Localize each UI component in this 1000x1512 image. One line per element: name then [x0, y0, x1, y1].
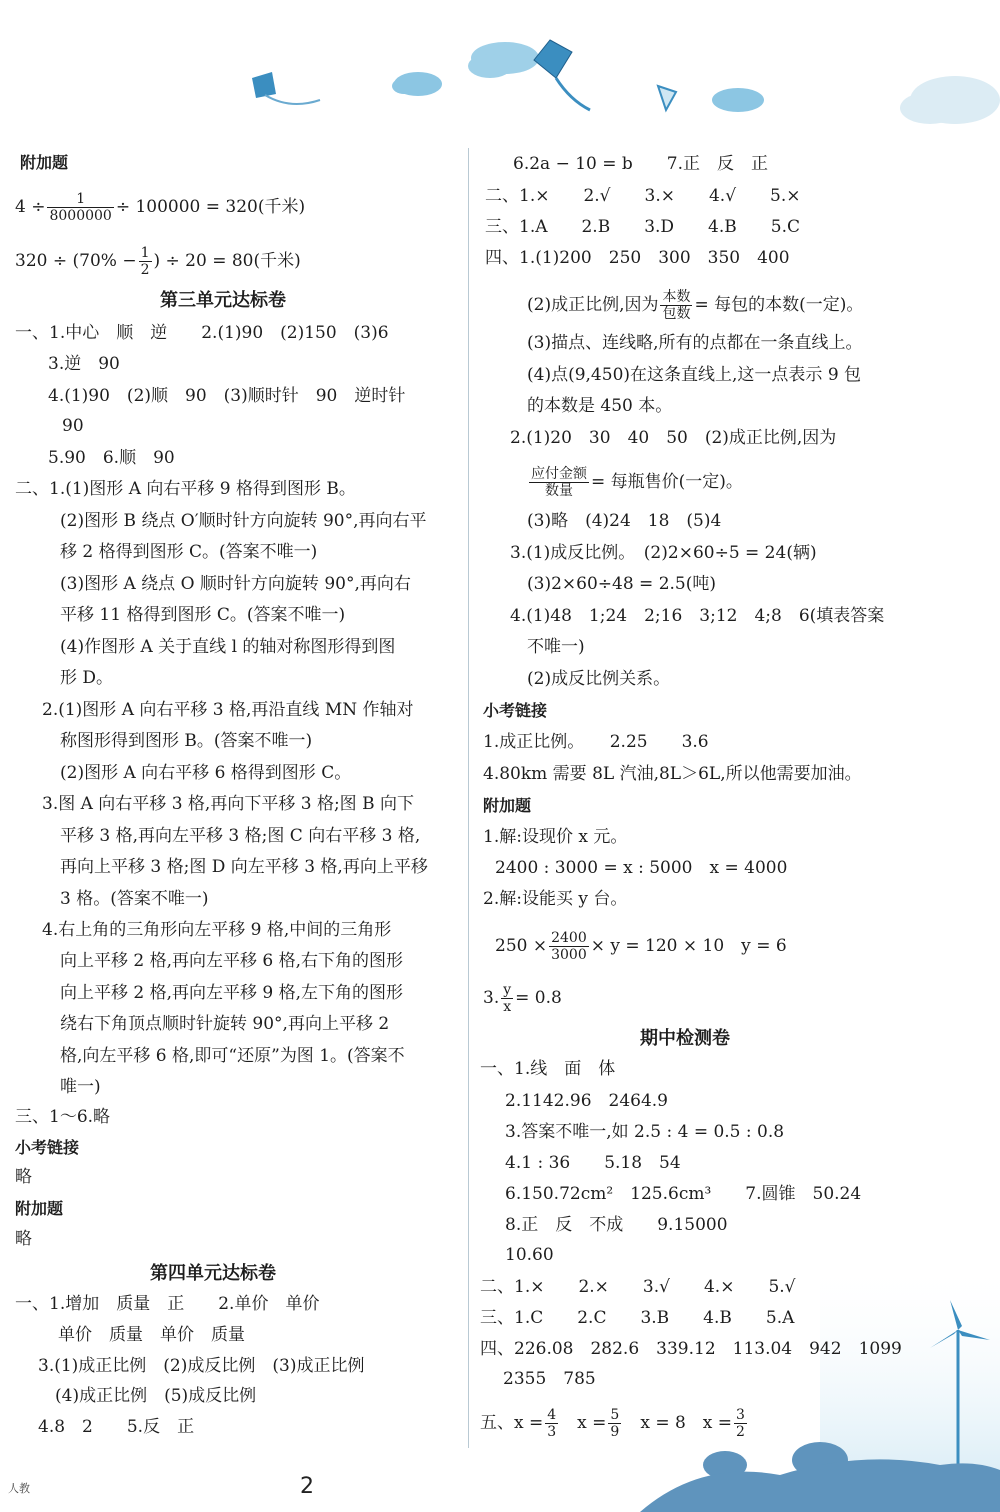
answer-line: (3)描点、连线略,所有的点都在一条直线上。 [527, 333, 863, 353]
answer-line: 移 2 格得到图形 C。(答案不唯一) [60, 542, 318, 562]
fraction-denominator: 3000 [551, 947, 587, 963]
answer-line: 向上平移 2 格,再向左平移 6 格,右下角的图形 [60, 951, 404, 971]
answer-line [527, 289, 863, 322]
answer-line: (2)图形 A 向右平移 6 格得到图形 C。 [60, 763, 352, 783]
answer-line: (3)略 (4)24 18 (5)4 [527, 511, 722, 531]
equation-part: 五、x = [480, 1413, 544, 1433]
fraction-denominator: 包数 [662, 306, 691, 322]
equation-part: (2)成正比例,因为 [527, 295, 659, 315]
answer-line: 唯一) [60, 1077, 101, 1097]
fraction-denominator: 3 [547, 1424, 557, 1440]
section-heading: 附加题 [483, 796, 532, 815]
answer-line: (2)图形 B 绕点 O′顺时针方向旋转 90°,再向右平 [60, 511, 427, 531]
fraction [549, 930, 589, 963]
column-divider [468, 148, 469, 1448]
answer-line: 90 [62, 416, 84, 436]
answer-line: 2.(1)20 30 40 50 (2)成正比例,因为 [510, 428, 837, 448]
answer-line: 格,向左平移 6 格,即可“还原”为图 1。(答案不 [60, 1046, 405, 1066]
answer-line: (4)成正比例 (5)成反比例 [55, 1386, 257, 1406]
fraction-numerator: 5 [610, 1407, 620, 1423]
section-heading: 小考链接 [483, 701, 548, 720]
fraction-denominator: 2 [736, 1424, 745, 1440]
equation-part: × y = 120 × 10 y = 6 [590, 936, 787, 956]
answer-line: 4.右上角的三角形向左平移 9 格,中间的三角形 [42, 920, 392, 940]
equation-part: 3. [483, 988, 500, 1008]
fraction-numerator: y [503, 982, 512, 998]
fraction-numerator: 4 [547, 1407, 557, 1423]
answer-line [15, 245, 301, 278]
equation-part: x = [577, 1413, 607, 1433]
fraction-denominator: 9 [610, 1424, 620, 1440]
equation-part: ) ÷ 20 = 80(千米) [153, 251, 301, 271]
answer-line: 3 格。(答案不唯一) [60, 889, 209, 909]
answer-line: 三、1.C 2.C 3.B 4.B 5.A [480, 1308, 795, 1328]
answer-line: 6.2a − 10 = b 7.正 反 正 [513, 154, 769, 174]
answer-line: 二、1.× 2.× 3.√ 4.× 5.√ [480, 1277, 796, 1297]
answer-line: 二、1.(1)图形 A 向右平移 9 格得到图形 B。 [15, 479, 356, 499]
equation-part: 4 ÷ [15, 197, 46, 217]
answer-line: 四、1.(1)200 250 300 350 400 [485, 248, 790, 268]
corner-mark: 人教 [8, 1482, 30, 1495]
answer-line: (3)2×60÷48 = 2.5(吨) [527, 574, 717, 594]
answer-line: 一、1.增加 质量 正 2.单价 单价 [15, 1294, 320, 1314]
section-heading: 小考链接 [15, 1138, 80, 1157]
answer-line: 一、1.中心 顺 逆 2.(1)90 (2)150 (3)6 [15, 323, 389, 343]
right-column [475, 0, 965, 1512]
equation-part: = 0.8 [515, 988, 562, 1008]
answer-line: 6.150.72cm² 125.6cm³ 7.圆锥 50.24 [505, 1184, 862, 1204]
answer-line: 不唯一) [527, 637, 585, 657]
fraction-denominator: 2 [140, 262, 150, 278]
answer-line: (2)成反比例关系。 [527, 669, 671, 689]
answer-line: 10.60 [505, 1245, 554, 1265]
fraction [660, 289, 692, 322]
page-number: 2 [300, 1474, 314, 1499]
answer-line: 绕右下角顶点顺时针旋转 90°,再向上平移 2 [60, 1014, 390, 1034]
answer-line: 2.(1)图形 A 向右平移 3 格,再沿直线 MN 作轴对 [42, 700, 414, 720]
answer-line: 4.(1)48 1;24 2;16 3;12 4;8 6(填表答案 [510, 606, 885, 626]
section-title: 第三单元达标卷 [160, 290, 286, 311]
answer-line: 4.1 : 36 5.18 54 [505, 1153, 681, 1173]
equation-part: = 每包的本数(一定)。 [694, 295, 864, 315]
section-heading: 附加题 [15, 1199, 64, 1218]
fraction-numerator: 1 [140, 245, 150, 261]
answer-line: 5.90 6.顺 90 [48, 448, 175, 468]
answer-line: 3.图 A 向右平移 3 格,再向下平移 3 格;图 B 向下 [42, 794, 414, 814]
fraction [139, 245, 152, 278]
answer-line: 略 [15, 1229, 32, 1249]
equation-part: ÷ 100000 = 320(千米) [115, 197, 306, 217]
fraction-denominator: x [503, 999, 512, 1015]
answer-line: 称图形得到图形 B。(答案不唯一) [60, 731, 313, 751]
answer-line: 2.解:设能买 y 台。 [483, 889, 628, 909]
answer-line: 单价 质量 单价 质量 [58, 1325, 245, 1345]
answer-line: 平移 3 格,再向左平移 3 格;图 C 向右平移 3 格, [60, 826, 421, 846]
fraction-numerator: 1 [47, 191, 113, 208]
answer-line: 4.(1)90 (2)顺 90 (3)顺时针 90 逆时针 [48, 386, 406, 406]
section-title: 第四单元达标卷 [150, 1263, 276, 1284]
answer-line: (4)作图形 A 关于直线 l 的轴对称图形得到图 [60, 637, 396, 657]
fraction-denominator: 8000000 [49, 208, 112, 224]
equation-part: x = 8 x = [640, 1413, 733, 1433]
answer-line: 向上平移 2 格,再向左平移 9 格,左下角的图形 [60, 983, 404, 1003]
answer-line: 3.(1)成正比例 (2)成反比例 (3)成正比例 [38, 1356, 365, 1376]
answer-line [483, 982, 562, 1015]
fraction-numerator: 本数 [662, 289, 691, 305]
equation-part: = 每瓶售价(一定)。 [591, 472, 743, 492]
answer-line: 二、1.× 2.√ 3.× 4.√ 5.× [485, 186, 801, 206]
answer-line [495, 930, 787, 963]
answer-line: 2355 785 [503, 1369, 596, 1389]
answer-line: 3.答案不唯一,如 2.5 : 4 = 0.5 : 0.8 [505, 1122, 785, 1142]
answer-line: 1.成正比例。 2.25 3.6 [483, 732, 709, 752]
fraction-numerator: 应付金额 [531, 466, 587, 482]
fraction-denominator: 数量 [545, 483, 573, 499]
left-column [0, 0, 460, 1512]
answer-line: 略 [15, 1167, 32, 1187]
answer-line: (4)点(9,450)在这条直线上,这一点表示 9 包 [527, 365, 862, 385]
fraction-numerator: 2400 [551, 930, 587, 946]
answer-line: 再向上平移 3 格;图 D 向左平移 3 格,再向上平移 [60, 857, 428, 877]
fraction-numerator: 3 [736, 1407, 745, 1423]
answer-line [15, 191, 305, 224]
answer-line [480, 1407, 749, 1440]
answer-line: 8.正 反 不成 9.15000 [505, 1215, 728, 1235]
answer-line: 形 D。 [60, 668, 114, 688]
answer-line: 2.1142.96 2464.9 [505, 1091, 669, 1111]
answer-line: 一、1.线 面 体 [480, 1059, 616, 1079]
fraction [734, 1407, 747, 1440]
answer-line: 2400 : 3000 = x : 5000 x = 4000 [495, 858, 788, 878]
fraction [529, 466, 589, 499]
answer-line: (3)图形 A 绕点 O 顺时针方向旋转 90°,再向右 [60, 574, 411, 594]
equation-part: 320 ÷ (70% − [15, 251, 137, 271]
fraction [47, 191, 113, 224]
answer-line [527, 466, 743, 499]
fraction [608, 1407, 621, 1440]
answer-line: 3.(1)成反比例。 (2)2×60÷5 = 24(辆) [510, 543, 817, 563]
answer-line: 1.解:设现价 x 元。 [483, 827, 628, 847]
answer-line: 3.逆 90 [48, 354, 120, 374]
fraction [501, 982, 513, 1015]
answer-line: 4.80km 需要 8L 汽油,8L＞6L,所以他需要加油。 [483, 764, 862, 784]
fraction [545, 1407, 558, 1440]
equation-part: 250 × [495, 936, 548, 956]
answer-line: 三、1.A 2.B 3.D 4.B 5.C [485, 217, 800, 237]
section-title: 期中检测卷 [640, 1028, 730, 1049]
answer-line: 的本数是 450 本。 [527, 396, 673, 416]
answer-line: 三、1～6.略 [15, 1107, 111, 1127]
section-heading: 附加题 [20, 153, 69, 172]
answer-line: 四、226.08 282.6 339.12 113.04 942 1099 [480, 1339, 902, 1359]
answer-line: 平移 11 格得到图形 C。(答案不唯一) [60, 605, 346, 625]
answer-line: 4.8 2 5.反 正 [38, 1417, 195, 1437]
